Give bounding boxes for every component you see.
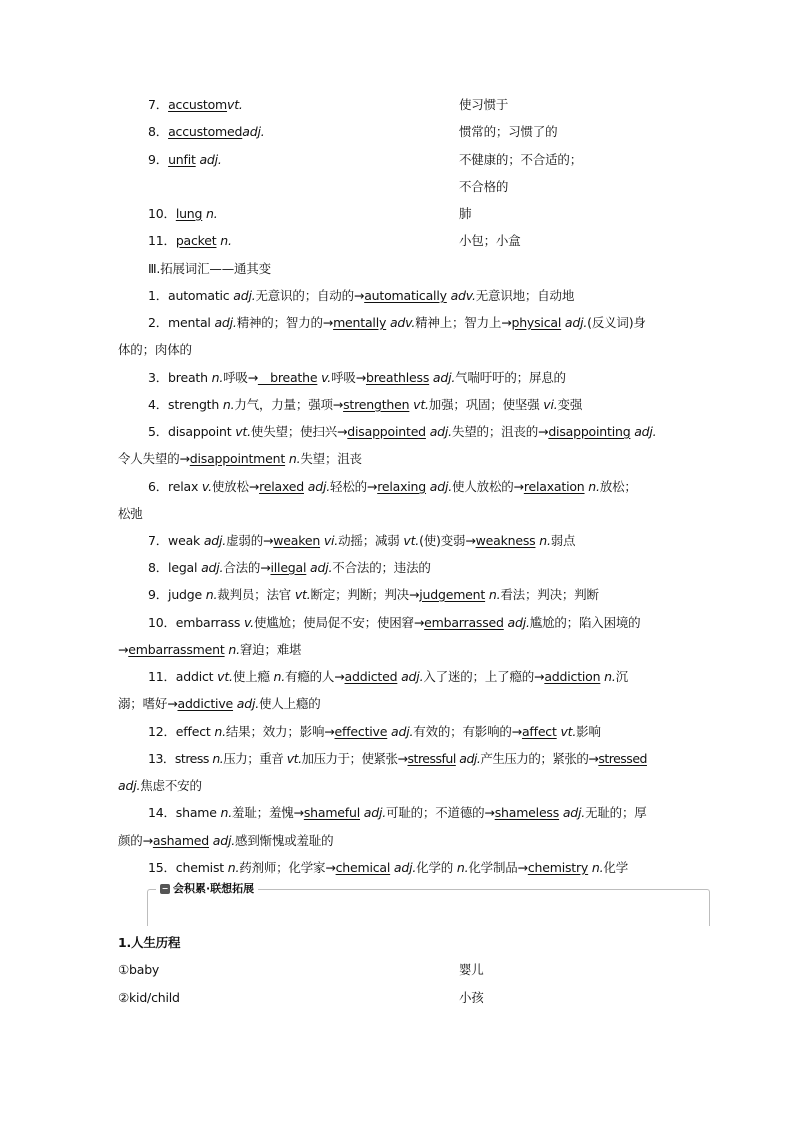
derived-word: addictive [177,696,234,711]
item-number: 10． [148,206,176,221]
meaning: 入了迷的；上了瘾的→ [423,669,545,684]
meaning: 化学 [603,860,629,875]
meaning: 压力；重音 [223,751,287,766]
extension-item-6 [148,478,637,496]
base-word: 9．judge [148,587,206,602]
derived-word: addiction [544,669,601,684]
box-label [156,882,258,896]
vocab-meaning-10: 肺 [459,206,472,221]
pos: n. [212,751,224,766]
derived-word: relaxation [523,479,585,494]
pos: n. [227,860,240,875]
derived-word: embarrassed [424,615,504,630]
base-word: 13．stress [148,751,213,766]
vocab-word: packet [175,233,217,248]
pos: adj. [209,833,236,848]
meaning: 气喘吁吁的；屏息的 [455,370,566,385]
base-word: 15．chemist [148,860,228,875]
derived-word: stressed [598,751,647,766]
meaning: 弱点 [550,533,576,548]
extension-item-12 [148,723,601,741]
pos: n. [584,479,600,494]
meaning: (使)变弱→ [419,533,476,548]
base-word: 10．embarrass [148,615,244,630]
derived-word: __breathe [257,370,318,385]
vocab-item-7 [148,96,243,114]
pos: adj. [233,696,260,711]
extension-item-10 [148,614,640,632]
meaning: 不合法的；违法的 [332,560,431,575]
extension-item-5-cont [118,450,362,468]
extension-item-4 [148,396,582,414]
meaning: 颜的→ [118,833,153,848]
meaning: 动摇；减弱 [338,533,404,548]
meaning: 精神的；智力的→ [236,315,334,330]
extension-item-15 [148,859,628,877]
pos: adj. [233,288,256,303]
item-number: 8． [148,124,169,139]
pos: vi. [320,533,339,548]
extension-item-14-cont [118,832,333,850]
part-of-speech: n. [206,206,218,221]
derived-word: embarrassment [128,642,225,657]
vocab-word: lung [175,206,203,221]
vocab-item-11 [148,232,232,250]
derived-word: relaxing [377,479,427,494]
pos: adv. [446,288,476,303]
meaning: 使放松→ [211,479,260,494]
meaning: 看法；判决；判断 [500,587,599,602]
derived-word: disappointed [347,424,426,439]
meaning: 失望；沮丧 [300,451,362,466]
pos: adj. [429,370,456,385]
vocab-item-9 [148,151,222,169]
meaning: 使人上瘾的 [259,696,321,711]
derived-word: weakness [475,533,536,548]
derived-word: automatically [364,288,447,303]
pos: n. [456,860,469,875]
part-of-speech: vt. [227,97,243,112]
extension-item-7 [148,532,575,550]
derived-word: strengthen [343,397,410,412]
extension-item-2-cont: 体的；肉体的 [118,342,192,357]
meaning: 溺；嗜好→ [118,696,178,711]
base-word: 2．mental [148,315,215,330]
extension-item-2 [148,314,646,332]
base-word: 7．weak [148,533,204,548]
base-word: 12．effect [148,724,215,739]
extension-item-10-cont [118,641,301,659]
meaning: 精神上；智力上→ [415,315,512,330]
base-word: 11．addict [148,669,218,684]
pos: vt. [403,533,420,548]
extension-item-9 [148,586,599,604]
vocab-meaning-8: 惯常的；习惯了的 [459,124,558,139]
box-label-text: 会积累·联想拓展 [173,882,255,895]
meaning: 失望的；沮丧的→ [451,424,549,439]
part-of-speech: adj. [199,152,222,167]
meaning: 尴尬的；陷入困境的 [529,615,641,630]
pos: n. [205,587,218,602]
meaning: 使失望；使扫兴→ [250,424,348,439]
pos: adj. [203,533,227,548]
meaning: 虚弱的→ [226,533,274,548]
extension-item-13-cont [118,777,202,795]
extension-item-5 [148,423,656,441]
pos: v. [317,370,332,385]
base-word: 5．disappoint [148,424,236,439]
meaning: 可耻的；不道德的→ [386,805,495,820]
base-word: 3．breath [148,370,212,385]
extension-item-14 [148,804,647,822]
derived-word: mentally [333,315,387,330]
meaning: 结果；效力；影响→ [225,724,335,739]
pos: vt. [556,724,577,739]
pos: n. [273,669,286,684]
pos: vt. [409,397,429,412]
pos: adv. [386,315,416,330]
life-item-zh: 小孩 [459,990,484,1005]
meaning: 轻松的→ [330,479,378,494]
life-item-en: ②kid/child [118,990,180,1005]
pos: adj. [630,424,657,439]
meaning: 感到惭愧或羞耻的 [235,833,334,848]
derived-word: chemistry [527,860,589,875]
pos: adj. [426,479,453,494]
meaning: 加强；巩固；使坚强 [428,397,544,412]
meaning: 使人放松的→ [452,479,524,494]
meaning: 呼吸→ [331,370,366,385]
base-word: 14．shame [148,805,221,820]
meaning: 令人失望的→ [118,451,190,466]
meaning: 使尴尬；使局促不安；使困窘→ [253,615,425,630]
minus-box-icon: − [161,884,169,893]
item-number: 7． [148,97,169,112]
item-number: 9． [148,152,169,167]
pos: adj. [304,479,331,494]
extension-item-3 [148,369,566,387]
part-of-speech: n. [220,233,232,248]
pos: adj. [503,615,530,630]
pos: adj. [397,669,424,684]
meaning: 变强 [557,397,583,412]
life-item-zh: 婴儿 [459,962,484,977]
derived-word: shameful [303,805,360,820]
life-item-en: ①baby [118,962,160,977]
part-of-speech: adj. [242,124,265,139]
arrow: → [118,642,129,657]
meaning: 有瘾的人→ [285,669,345,684]
derived-word: relaxed [259,479,304,494]
derived-word: ashamed [152,833,210,848]
subsection-title: 1.人生历程 [118,935,181,950]
pos: vt. [217,669,233,684]
pos: v. [243,615,254,630]
vocab-meaning-7: 使习惯于 [459,97,509,112]
meaning: 无意识地；自动地 [475,288,575,303]
pos: vt. [294,587,311,602]
base-word: 6．relax [148,479,202,494]
meaning: 化学制品→ [468,860,528,875]
derived-word: disappointing [548,424,631,439]
derived-word: chemical [335,860,391,875]
vocab-item-8 [148,123,265,141]
pos: adj. [214,315,237,330]
extension-item-6-cont: 松弛 [118,506,143,521]
extension-item-11 [148,668,628,686]
meaning: 使上瘾 [232,669,274,684]
pos: n. [285,451,301,466]
vocab-word: accustomed [168,124,243,139]
pos: adj. [201,560,224,575]
pos: adj. [390,860,417,875]
derived-word: affect [521,724,557,739]
meaning: 裁判员；法官 [217,587,295,602]
vocab-meaning-11: 小包；小盒 [459,233,521,248]
section-title: Ⅲ.拓展词汇——通其变 [148,261,271,276]
pos: v. [201,479,212,494]
pos: n. [485,587,501,602]
pos: n. [588,860,604,875]
meaning: 加压力于；使紧张→ [301,751,408,766]
meaning: 羞耻；羞愧→ [232,805,304,820]
derived-word: physical [511,315,562,330]
vocab-item-10 [148,205,218,223]
derived-word: stressful [407,751,456,766]
extension-item-13 [148,750,647,768]
pos: n. [224,642,240,657]
pos: n. [535,533,551,548]
pos: adj. [387,724,414,739]
pos: vt. [235,424,251,439]
meaning: 无意识的；自动的→ [255,288,365,303]
pos: adj. [360,805,387,820]
meaning: 药剂师；化学家→ [239,860,336,875]
meaning: 焦虑不安的 [140,778,202,793]
pos: n. [600,669,616,684]
extension-item-8 [148,559,431,577]
meaning: 断定；判断；判决→ [310,587,420,602]
derived-word: judgement [419,587,486,602]
base-word: 4．strength [148,397,223,412]
item-number: 11． [148,233,176,248]
extension-item-11-cont [118,695,321,713]
base-word: 1．automatic [148,288,234,303]
pos: n. [214,724,226,739]
derived-word: illegal [270,560,307,575]
meaning: 影响 [576,724,601,739]
derived-word: disappointment [189,451,286,466]
vocab-word: unfit [168,152,196,167]
meaning: 无耻的；厚 [585,805,647,820]
meaning: 窘迫；难堪 [239,642,302,657]
meaning: 呼吸→ [223,370,258,385]
vocab-meaning-9: 不健康的；不合适的； [459,152,583,167]
meaning: 沉 [615,669,628,684]
extension-item-1 [148,287,574,305]
meaning: 化学的 [416,860,457,875]
derived-word: breathless [365,370,430,385]
meaning: 力气，力量；强项→ [234,397,344,412]
derived-word: weaken [273,533,321,548]
meaning: 放松； [599,479,637,494]
meaning: (反义词)身 [587,315,646,330]
pos: adj. [306,560,333,575]
pos: adj. [559,805,586,820]
derived-word: shameless [494,805,560,820]
pos: adj. [118,778,141,793]
pos: n. [220,805,233,820]
vocab-word: accustom [168,97,228,112]
meaning: 产生压力的；紧张的→ [480,751,599,766]
pos: adj. [561,315,588,330]
meaning: 有效的；有影响的→ [413,724,522,739]
base-word: 8．legal [148,560,202,575]
pos: n. [222,397,235,412]
pos: vt. [286,751,302,766]
derived-word: addicted [344,669,398,684]
derived-word: effective [334,724,388,739]
pos: adj. [425,424,452,439]
pos: vi. [543,397,558,412]
meaning: 合法的→ [223,560,271,575]
vocab-meaning-9-cont: 不合格的 [459,179,509,194]
pos: adj. [455,751,481,766]
pos: n. [211,370,224,385]
